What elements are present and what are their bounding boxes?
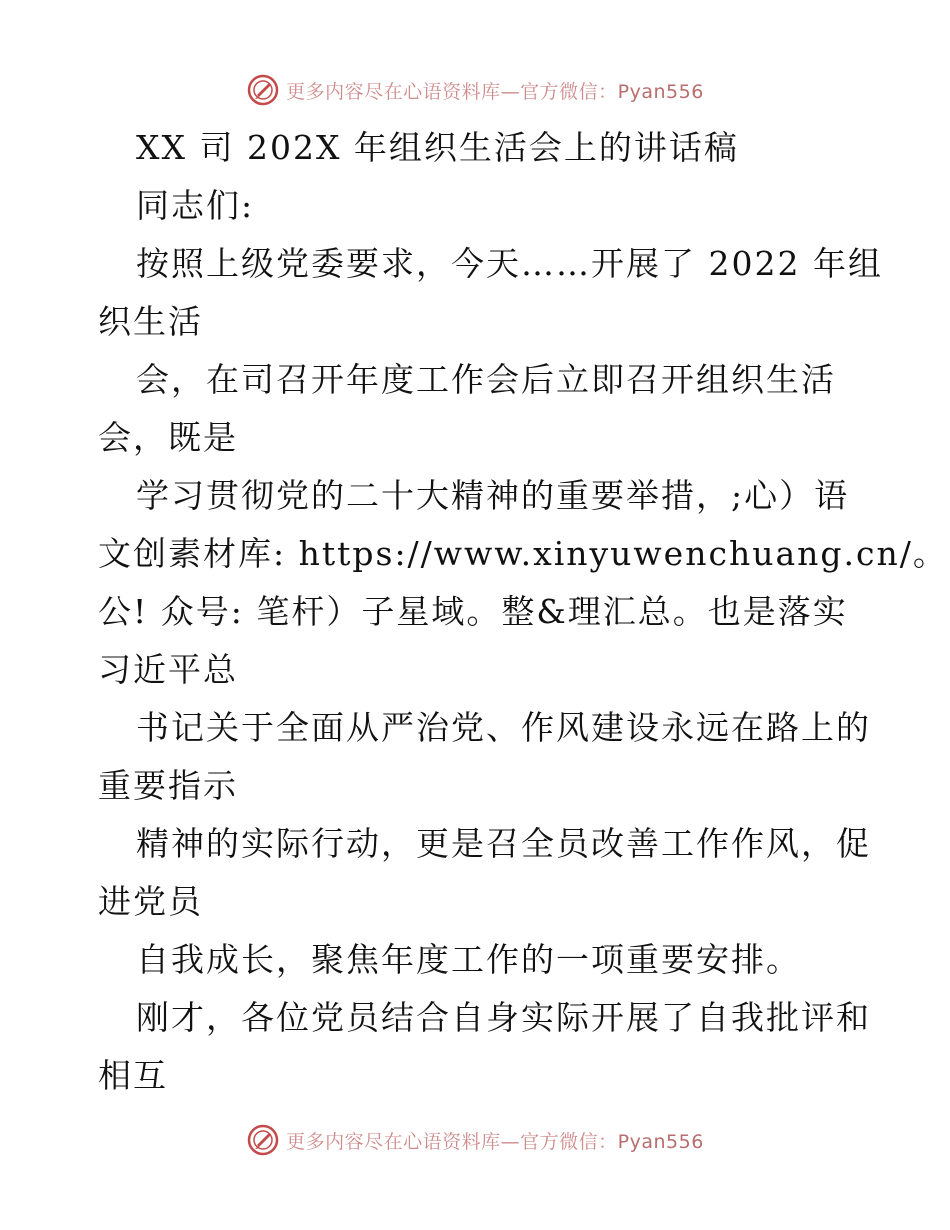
footer-watermark: [0, 1120, 950, 1160]
header-watermark: [0, 70, 950, 110]
body-line: 相互: [98, 1056, 168, 1095]
seal-logo-icon: [246, 1123, 280, 1157]
body-line: 会，既是: [98, 418, 238, 457]
body-line: 进党员: [98, 882, 203, 921]
body-line: 刚才，各位党员结合自身实际开展了自我批评和: [136, 998, 871, 1037]
watermark-brand: 更多内容尽在心语资料库—官方微信：: [286, 1130, 618, 1153]
body-line: 织生活: [98, 302, 203, 341]
watermark-text: [286, 77, 704, 104]
watermark-wechat-id: Pyan556: [617, 1130, 704, 1153]
body-line: 自我成长，聚焦年度工作的一项重要安排。: [136, 940, 801, 979]
watermark-brand: 更多内容尽在心语资料库—官方微信：: [286, 80, 618, 103]
seal-logo-icon: [246, 73, 280, 107]
body-line: 文创素材库: https://www.xinyuwenchuang.cn/。: [98, 534, 948, 573]
body-line: 书记关于全面从严治党、作风建设永远在路上的: [136, 708, 871, 747]
body-line: 公! 众号: 笔杆）子星域。整&理汇总。也是落实: [98, 592, 848, 631]
watermark-wechat-id: Pyan556: [617, 80, 704, 103]
body-line: 按照上级党委要求，今天……开展了 2022 年组: [136, 244, 883, 283]
body-line: 学习贯彻党的二十大精神的重要举措，;心）语: [136, 476, 850, 515]
body-line: 重要指示: [98, 766, 238, 805]
body-line: 精神的实际行动，更是召全员改善工作作风，促: [136, 824, 871, 863]
body-line: 会，在司召开年度工作会后立即召开组织生活: [136, 360, 836, 399]
body-line: 习近平总: [98, 650, 238, 689]
document-title: XX 司 202X 年组织生活会上的讲话稿: [136, 128, 739, 167]
watermark-text: [286, 1127, 704, 1154]
salutation: 同志们:: [136, 186, 255, 225]
